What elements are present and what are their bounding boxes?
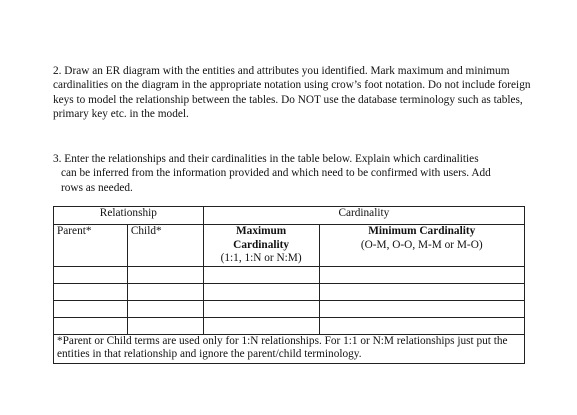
parent-cell[interactable] xyxy=(54,283,128,300)
table-footnote: *Parent or Child terms are used only for 1:N relationships. For 1:1 or N:M relationships just put the entities in that relationship and ignore the parent/child terminology. xyxy=(54,334,525,363)
table-row xyxy=(54,300,525,317)
parent-cell[interactable] xyxy=(54,266,128,283)
min-cell[interactable] xyxy=(319,283,524,300)
child-cell[interactable] xyxy=(127,317,203,334)
relationship-table xyxy=(53,206,525,364)
max-cell[interactable] xyxy=(203,266,319,283)
max-cell[interactable] xyxy=(203,283,319,300)
min-cell[interactable] xyxy=(319,300,524,317)
table-row xyxy=(54,283,525,300)
table-row xyxy=(54,317,525,334)
max-options: (1:1, 1:N or N:M) xyxy=(220,252,302,264)
max-cell[interactable] xyxy=(203,317,319,334)
cardinality-header: Cardinality xyxy=(203,207,524,225)
maximum-cardinality-header xyxy=(203,225,319,267)
min-cell[interactable] xyxy=(319,317,524,334)
child-cell[interactable] xyxy=(127,283,203,300)
parent-cell[interactable] xyxy=(54,317,128,334)
max-header-line-1: Maximum xyxy=(236,225,287,237)
question-3-line-2: can be inferred from the information provided and which need to be confirmed with users. Add xyxy=(61,167,491,180)
max-header-line-2: Cardinality xyxy=(233,238,290,251)
question-2-text: 2. Draw an ER diagram with the entities and attributes you identified. Mark maximum and minimum cardinalities on the diagram in the appropriate notation using crow’s foot notation. Do not include foreign keys to model the relationship between the tables. Do NOT use the database terminology such as tables, primary key etc. in the model. xyxy=(53,65,531,120)
parent-cell[interactable] xyxy=(54,300,128,317)
question-3-text xyxy=(53,152,543,195)
min-cell[interactable] xyxy=(319,266,524,283)
table-row xyxy=(54,266,525,283)
child-cell[interactable] xyxy=(127,300,203,317)
min-header-line-1: Minimum Cardinality xyxy=(368,225,476,237)
relationship-header: Relationship xyxy=(54,207,204,225)
question-3-line-3: rows as needed. xyxy=(61,181,133,194)
question-3-line-1: 3. Enter the relationships and their cardinalities in the table below. Explain which cardinalities xyxy=(53,153,479,165)
child-cell[interactable] xyxy=(127,266,203,283)
minimum-cardinality-header xyxy=(319,225,524,267)
min-options: (O-M, O-O, M-M or M-O) xyxy=(360,238,483,251)
max-cell[interactable] xyxy=(203,300,319,317)
child-header: Child* xyxy=(127,225,203,267)
parent-header: Parent* xyxy=(54,225,128,267)
